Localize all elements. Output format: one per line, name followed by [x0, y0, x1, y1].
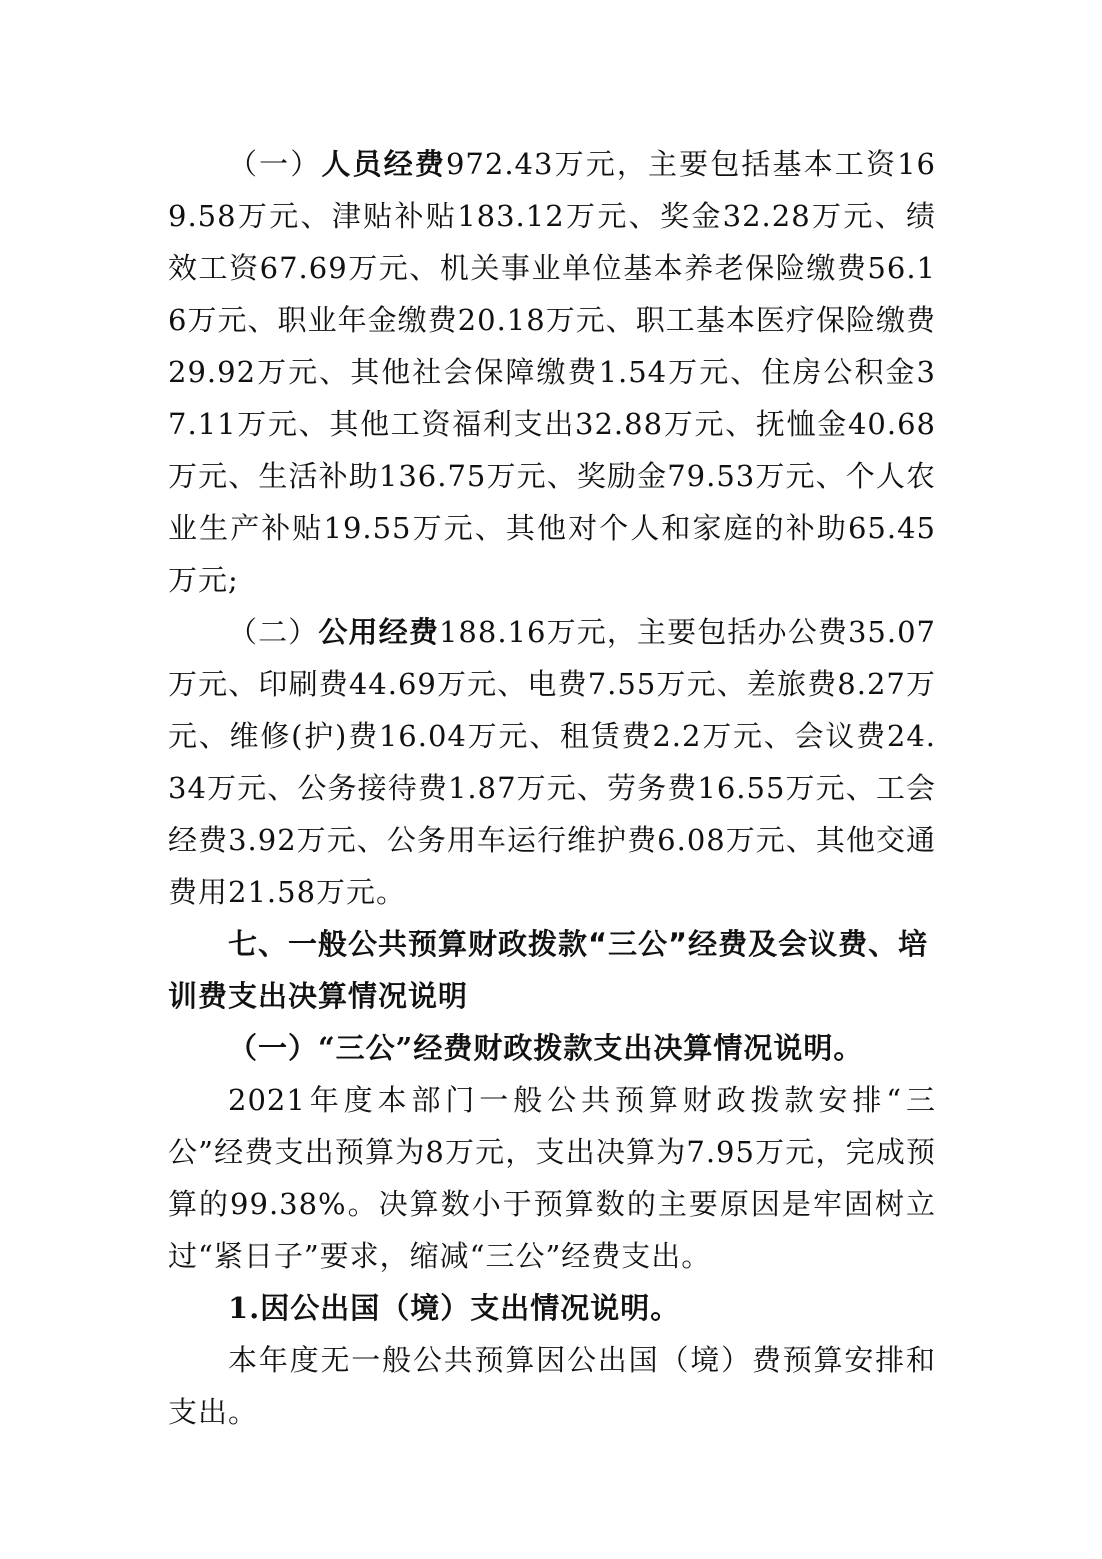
public-expense-paragraph	[168, 606, 936, 918]
overseas-paragraph: 本年度无一般公共预算因公出国（境）费预算安排和支出。	[168, 1343, 936, 1429]
personnel-prefix: （一）	[228, 147, 322, 181]
public-prefix: （二）	[228, 615, 319, 649]
section-seven-heading: 七、一般公共预算财政拨款“三公”经费及会议费、培训费支出决算情况说明	[168, 927, 929, 1013]
document-page	[168, 138, 936, 1438]
public-text: 188.16万元，主要包括办公费35.07万元、印刷费44.69万元、电费7.55万元、差旅费8.27万元、维修(护)费16.04万元、租赁费2.2万元、会议费24.34万元、公务接待费1.87万元、劳务费16.55万元、工会经费3.92万元、公务用车运行维护费6.08万元、其他交通费用21.58万元。	[168, 615, 936, 909]
personnel-text: 972.43万元，主要包括基本工资169.58万元、津贴补贴183.12万元、奖金32.28万元、绩效工资67.69万元、机关事业单位基本养老保险缴费56.16万元、职业年金缴费20.18万元、职工基本医疗保险缴费29.92万元、其他社会保障缴费1.54万元、住房公积金37.11万元、其他工资福利支出32.88万元、抚恤金40.68万元、生活补助136.75万元、奖励金79.53万元、个人农业生产补贴19.55万元、其他对个人和家庭的补助65.45万元;	[168, 147, 936, 597]
personnel-label: 人员经费	[321, 147, 446, 181]
overseas-subheading: 1.因公出国（境）支出情况说明。	[228, 1291, 681, 1325]
personnel-expense-paragraph	[168, 138, 936, 606]
public-label: 公用经费	[318, 615, 439, 649]
three-public-paragraph: 2021年度本部门一般公共预算财政拨款安排“三公”经费支出预算为8万元，支出决算为7.95万元，完成预算的99.38%。决算数小于预算数的主要原因是牢固树立过“紧日子”要求，缩减“三公”经费支出。	[168, 1083, 936, 1273]
three-public-subheading: （一）“三公”经费财政拨款支出决算情况说明。	[228, 1031, 864, 1065]
